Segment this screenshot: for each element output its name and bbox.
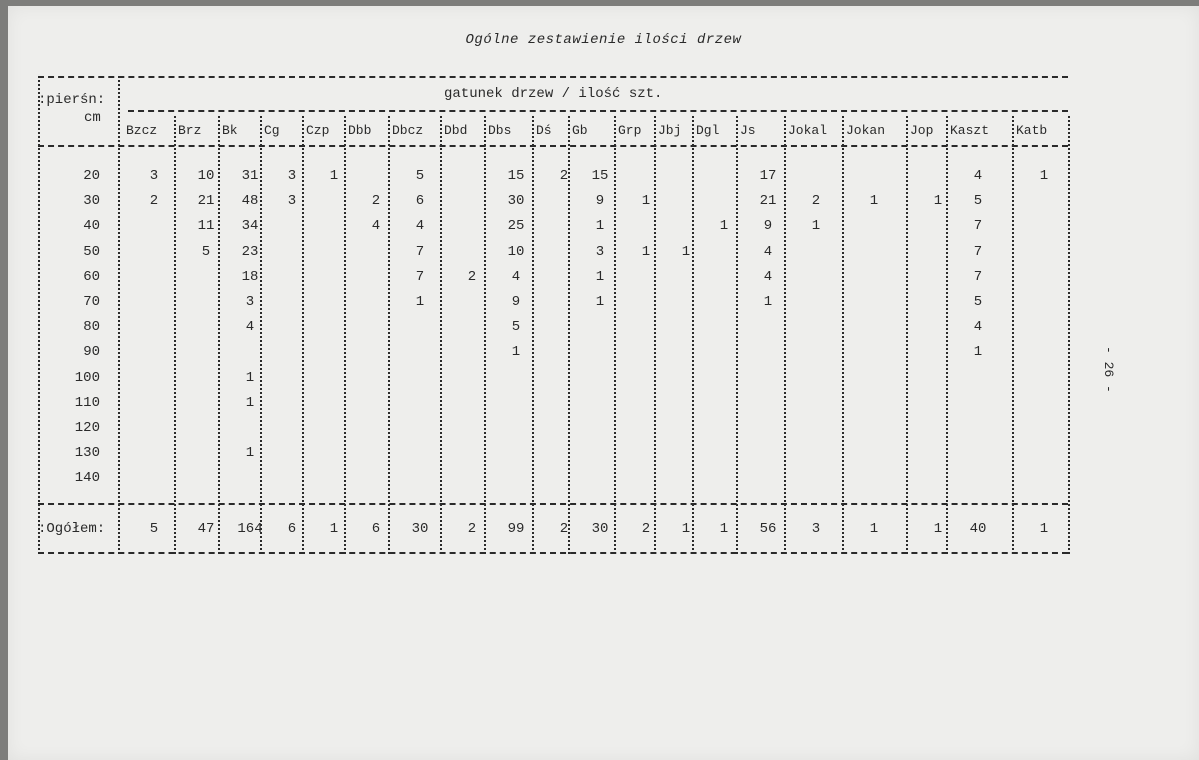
- species-header: Dbcz: [392, 123, 424, 138]
- total-cell: 2: [467, 521, 477, 537]
- count-cell: 21: [759, 193, 777, 210]
- count-cell: 3: [149, 168, 159, 184]
- total-cell: 30: [591, 521, 609, 537]
- total-cell: 1: [1039, 521, 1049, 537]
- species-header: Kaszt: [950, 123, 990, 138]
- count-cell: 1: [595, 268, 605, 285]
- count-cell: 1: [595, 294, 605, 310]
- count-cell: 3: [245, 294, 255, 310]
- count-cell: 5: [201, 243, 211, 260]
- diameter-class-label: 30: [83, 193, 100, 210]
- total-cell: 2: [559, 521, 569, 537]
- total-cell: 6: [287, 521, 297, 537]
- species-header: Dgl: [696, 123, 720, 138]
- diameter-class-label: 70: [83, 294, 100, 310]
- count-cell: 1: [641, 243, 651, 260]
- total-cell: 30: [411, 521, 429, 537]
- species-header: Jokan: [846, 123, 886, 138]
- count-cell: 15: [507, 168, 525, 184]
- count-cell: 1: [811, 218, 821, 235]
- total-cell: 5: [149, 521, 159, 537]
- count-cell: 1: [245, 369, 255, 386]
- count-cell: 3: [287, 168, 297, 184]
- count-cell: 4: [245, 319, 255, 336]
- total-cell: 1: [869, 521, 879, 537]
- count-cell: 30: [507, 193, 525, 210]
- species-header: Jbj: [658, 123, 682, 138]
- count-cell: 1: [973, 344, 983, 361]
- count-cell: 2: [559, 168, 569, 184]
- count-cell: 23: [241, 243, 259, 260]
- species-header: Dbd: [444, 123, 468, 138]
- count-cell: 5: [973, 294, 983, 310]
- count-cell: 4: [511, 268, 521, 285]
- count-cell: 1: [595, 218, 605, 235]
- column-header-rule: [38, 145, 1068, 147]
- species-group-header: gatunek drzew / ilość szt.: [444, 86, 663, 102]
- total-cell: 1: [933, 521, 943, 537]
- species-header: Dś: [536, 123, 552, 138]
- count-cell: 1: [511, 344, 521, 361]
- body-bottom-rule: [38, 503, 1068, 505]
- species-header: Jop: [910, 123, 934, 138]
- count-cell: 4: [763, 243, 773, 260]
- count-cell: 1: [329, 168, 339, 184]
- count-cell: 11: [197, 218, 215, 235]
- count-cell: 1: [933, 193, 943, 210]
- diameter-class-label: 100: [74, 369, 100, 386]
- species-header: Cg: [264, 123, 280, 138]
- column-divider: [946, 116, 948, 554]
- count-cell: 1: [763, 294, 773, 310]
- total-cell: 1: [681, 521, 691, 537]
- count-cell: 7: [973, 268, 983, 285]
- count-cell: 48: [241, 193, 259, 210]
- species-header: Bzcz: [126, 123, 158, 138]
- diameter-class-label: 60: [83, 268, 100, 285]
- document-page: [8, 6, 1199, 760]
- count-cell: 25: [507, 218, 525, 235]
- column-divider: [736, 116, 738, 554]
- column-divider: [440, 116, 442, 554]
- count-cell: 18: [241, 268, 259, 285]
- species-header: Jokal: [788, 123, 828, 138]
- total-cell: 1: [719, 521, 729, 537]
- count-cell: 15: [591, 168, 609, 184]
- count-cell: 31: [241, 168, 259, 184]
- diameter-class-label: 80: [83, 319, 100, 336]
- total-cell: 56: [759, 521, 777, 537]
- diameter-class-label: 20: [83, 168, 100, 184]
- count-cell: 4: [415, 218, 425, 235]
- count-cell: 6: [415, 193, 425, 210]
- count-cell: 4: [763, 268, 773, 285]
- count-cell: 4: [371, 218, 381, 235]
- total-cell: 164: [237, 521, 263, 537]
- total-cell: 99: [507, 521, 525, 537]
- count-cell: 1: [641, 193, 651, 210]
- diameter-class-label: 40: [83, 218, 100, 235]
- totals-bottom-rule: [38, 552, 1068, 554]
- diameter-header: :pierśn:: [38, 92, 106, 108]
- count-cell: 2: [149, 193, 159, 210]
- diameter-class-label: 50: [83, 243, 100, 260]
- count-cell: 10: [197, 168, 215, 184]
- total-cell: 2: [641, 521, 651, 537]
- species-header: Czp: [306, 123, 330, 138]
- total-cell: 47: [197, 521, 215, 537]
- count-cell: 1: [681, 243, 691, 260]
- count-cell: 5: [511, 319, 521, 336]
- count-cell: 1: [415, 294, 425, 310]
- species-header: Dbb: [348, 123, 372, 138]
- count-cell: 17: [759, 168, 777, 184]
- total-cell: 1: [329, 521, 339, 537]
- diameter-class-label: 130: [74, 445, 100, 462]
- column-divider: [174, 116, 176, 554]
- count-cell: 7: [415, 268, 425, 285]
- count-cell: 2: [467, 268, 477, 285]
- right-border: [1068, 116, 1070, 554]
- species-header: Grp: [618, 123, 642, 138]
- species-header: Dbs: [488, 123, 512, 138]
- diameter-divider: [118, 76, 120, 554]
- diameter-class-label: 120: [74, 420, 100, 436]
- count-cell: 7: [973, 218, 983, 235]
- count-cell: 5: [973, 193, 983, 210]
- count-cell: 1: [719, 218, 729, 235]
- column-divider: [1012, 116, 1014, 554]
- left-border: [38, 76, 40, 554]
- count-cell: 2: [811, 193, 821, 210]
- column-divider: [906, 116, 908, 554]
- diameter-class-label: 90: [83, 344, 100, 361]
- count-cell: 4: [973, 319, 983, 336]
- count-cell: 5: [415, 168, 425, 184]
- count-cell: 7: [415, 243, 425, 260]
- count-cell: 21: [197, 193, 215, 210]
- column-divider: [484, 116, 486, 554]
- total-cell: 6: [371, 521, 381, 537]
- count-cell: 9: [595, 193, 605, 210]
- column-divider: [654, 116, 656, 554]
- table-top-rule: [38, 76, 1068, 78]
- column-divider: [388, 116, 390, 554]
- column-divider: [692, 116, 694, 554]
- count-cell: 1: [1039, 168, 1049, 184]
- count-cell: 4: [973, 168, 983, 184]
- count-cell: 34: [241, 218, 259, 235]
- group-header-rule: [128, 110, 1068, 112]
- species-header: Bk: [222, 123, 238, 138]
- diameter-unit: cm: [84, 110, 101, 126]
- species-header: Katb: [1016, 123, 1048, 138]
- species-header: Gb: [572, 123, 588, 138]
- count-cell: 3: [287, 193, 297, 210]
- count-cell: 7: [973, 243, 983, 260]
- total-cell: 40: [969, 521, 987, 537]
- diameter-class-label: 140: [74, 470, 100, 487]
- diameter-class-label: 110: [74, 394, 100, 411]
- species-header: Brz: [178, 123, 202, 138]
- page-title: Ogólne zestawienie ilości drzew: [465, 32, 742, 48]
- count-cell: 2: [371, 193, 381, 210]
- totals-label: :Ogółem:: [38, 521, 106, 537]
- column-divider: [842, 116, 844, 554]
- count-cell: 9: [763, 218, 773, 235]
- count-cell: 9: [511, 294, 521, 310]
- count-cell: 1: [245, 394, 255, 411]
- total-cell: 3: [811, 521, 821, 537]
- count-cell: 3: [595, 243, 605, 260]
- page-number: - 26 -: [1101, 346, 1116, 393]
- count-cell: 1: [245, 445, 255, 462]
- species-header: Js: [740, 123, 756, 138]
- count-cell: 10: [507, 243, 525, 260]
- count-cell: 1: [869, 193, 879, 210]
